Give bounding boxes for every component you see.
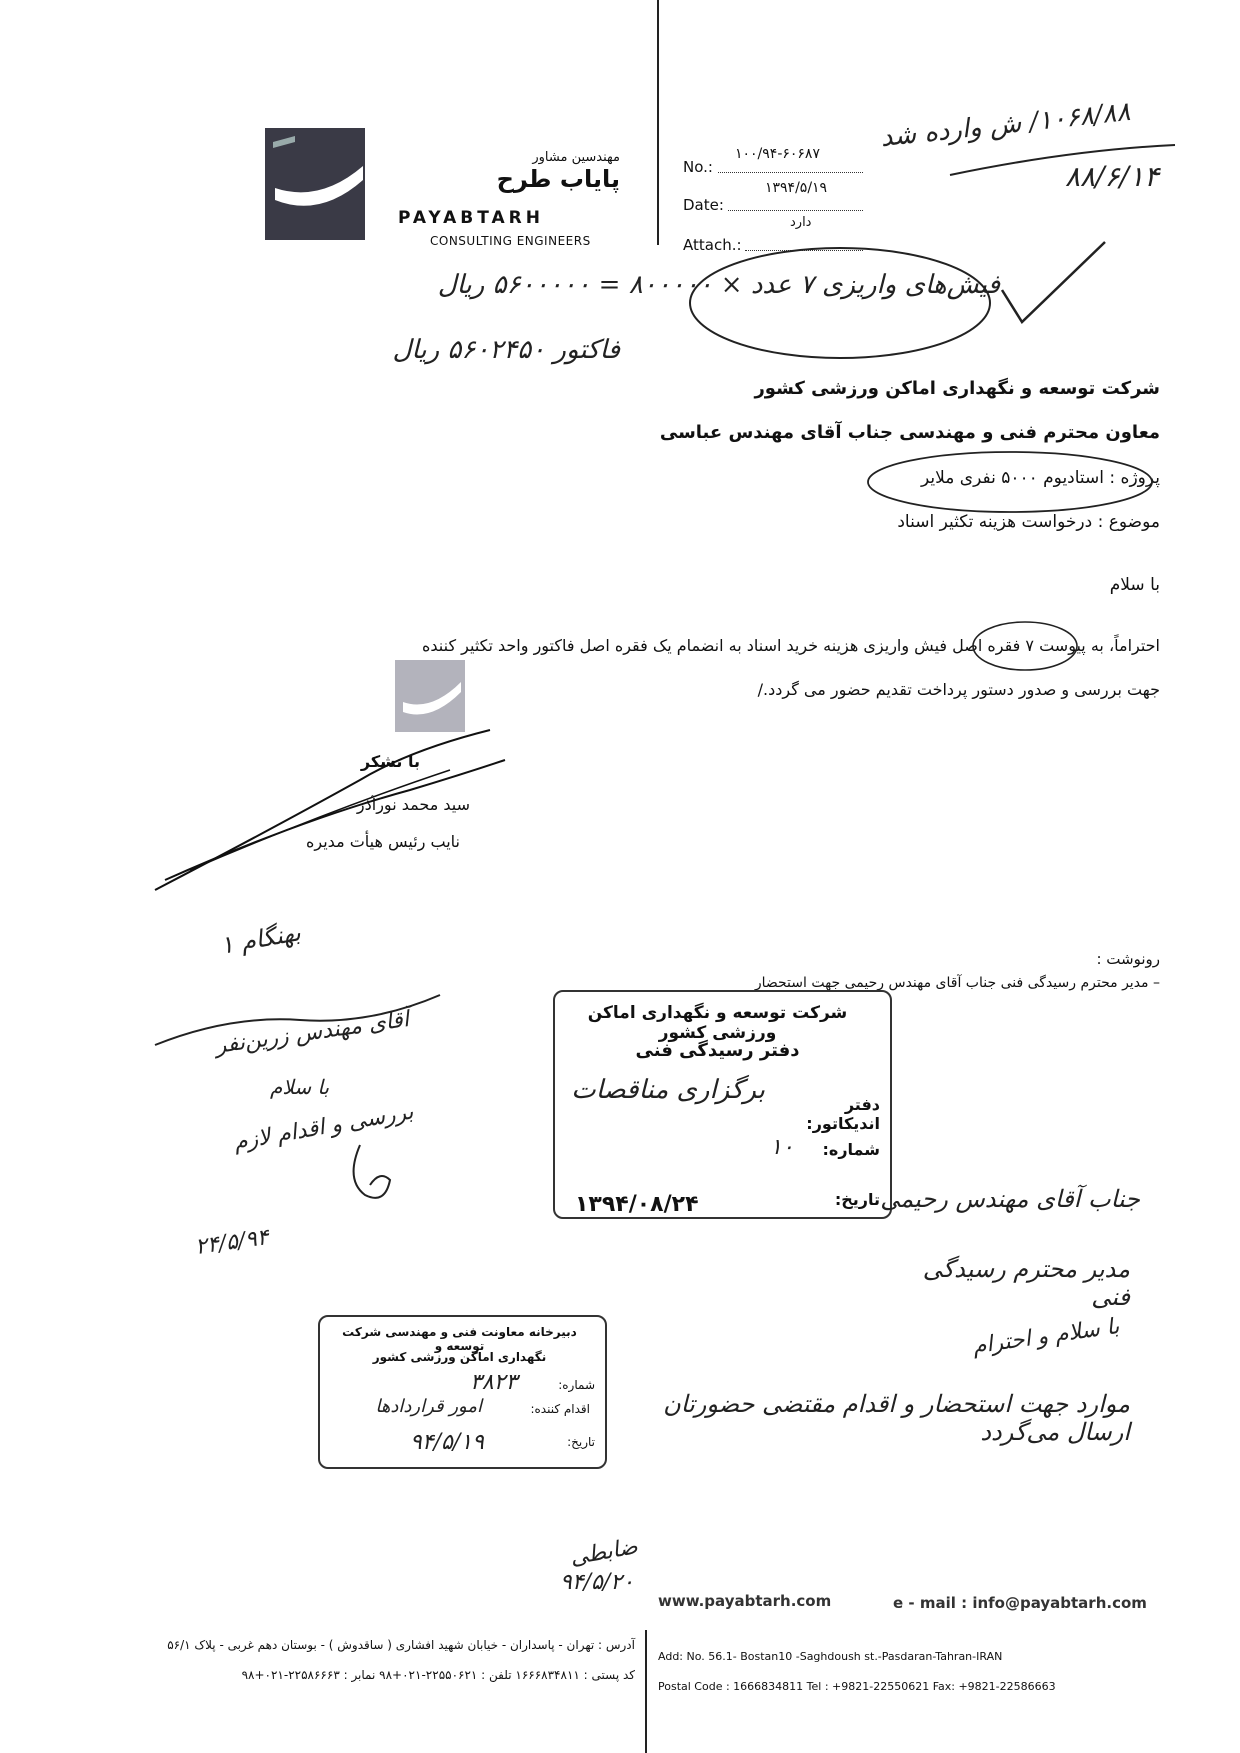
project-circle (865, 448, 1155, 518)
handwritten-left-line3: با سلام (270, 1075, 330, 1099)
ref-date-value: ۱۳۹۴/۵/۱۹ (765, 180, 828, 196)
company-logo (265, 128, 365, 240)
letter-recipient: شرکت توسعه و نگهداری اماکن ورزشی کشور (754, 378, 1160, 399)
secretariat-stamp-action-label: اقدام کننده: (530, 1402, 590, 1416)
handwritten-registry: ۱۰۶۸/۸۸/ ش وارده شد (879, 96, 1132, 154)
left-referral-stroke (150, 985, 450, 1065)
company-name-en: PAYABTARH (398, 208, 544, 228)
company-name-fa-small: مهندسین مشاور (532, 150, 620, 165)
secretariat-stamp-number-value: ۳۸۲۳ (470, 1370, 518, 1395)
handwritten-left-line4: بررسی و اقدام لازم (231, 1099, 416, 1156)
handwritten-right-line3: با سلام و احترام (971, 1313, 1121, 1360)
letter-subject: موضوع : درخواست هزینه تکثیر اسناد (897, 512, 1160, 532)
letter-recipient2: معاون محترم فنی و مهندسی جناب آقای مهندس عباسی (659, 422, 1160, 443)
margin-rule (657, 0, 659, 245)
handwritten-calc-line2: فاکتور ۵۶۰۲۴۵۰ ریال (392, 335, 620, 365)
secretariat-stamp-date-label: تاریخ: (567, 1435, 595, 1449)
checkmark-icon (1000, 240, 1110, 330)
ref-attach-label: Attach.: (683, 236, 742, 254)
handwritten-calc-line1: فیش‌های واریزی ۷ عدد × ۸۰۰۰۰۰ = ۵۶۰۰۰۰۰ ریال (437, 270, 1000, 300)
ref-number-line (718, 172, 863, 173)
letter-greeting: با سلام (1109, 575, 1160, 595)
calc-circle (685, 245, 995, 365)
handwritten-right-line2: مدیر محترم رسیدگی فنی (922, 1255, 1130, 1311)
handwritten-left-line2: آقای مهندس زرین‌نفر (213, 1007, 411, 1059)
margin-rule-bottom (645, 1630, 647, 1753)
footer-address-fa: آدرس : تهران - پاسداران - خیابان شهید افشاری ( ساقدوش ) - بوستان دهم غربی - پلاک ۵۶/۱ (167, 1638, 635, 1652)
received-stamp-line2: دفتر رسیدگی فنی (635, 1040, 800, 1061)
handwritten-left-date: ۲۴/۵/۹۴ (193, 1224, 271, 1261)
received-stamp-indicator-value: برگزاری مناقصات (571, 1075, 765, 1105)
letter-signer-title: نایب رئیس هیأت مدیره (306, 832, 460, 851)
footer-address-en: Add: No. 56.1- Bostan10 -Saghdoush st.-Pasdaran-Tahran-IRAN (658, 1650, 1003, 1663)
secretariat-stamp-line1: دبیرخانه معاونت فنی و مهندسی شرکت توسعه و (342, 1325, 577, 1353)
footer-email[interactable]: e - mail : info@payabtarh.com (893, 1594, 1147, 1612)
handwritten-right-line4: موارد جهت استحضار و اقدام مقتضی حضورتان ارسال می‌گردد (663, 1390, 1130, 1446)
ref-date-label: Date: (683, 196, 724, 214)
handwritten-bottom-date: ۹۴/۵/۲۰ (560, 1570, 634, 1595)
footer-website[interactable]: www.payabtarh.com (658, 1592, 832, 1610)
cc-line: – مدیر محترم رسیدگی فنی جناب آقای مهندس رحیمی جهت استحضار (754, 975, 1160, 991)
company-subtitle-en: CONSULTING ENGINEERS (430, 234, 591, 248)
ref-number-label: No.: (683, 158, 713, 176)
secretariat-stamp-number-label: شماره: (558, 1378, 595, 1392)
attachment-circle (970, 618, 1080, 678)
received-stamp-date-label: تاریخ: (834, 1190, 880, 1209)
ref-attach-value: دارد (790, 215, 812, 230)
secretariat-stamp-line2: نگهداری اماکن ورزشی کشور (372, 1350, 547, 1364)
letter-body-line1: احتراماً، به پیوست ۷ فقره اصل فیش واریزی هزینه خرید اسناد به انضمام یک فقره اصل فاکتور واحد تکثیر کننده (422, 636, 1160, 655)
ref-number-value: ۱۰۰/۹۴-۶۰۶۸۷ (735, 146, 820, 162)
footer-contact-en: Postal Code : 1666834811 Tel : +9821-22550621 Fax: +9821-22586663 (658, 1680, 1056, 1693)
letter-project: پروژه : استادیوم ۵۰۰۰ نفری ملایر (921, 468, 1160, 488)
received-stamp-number-value: ۱۰ (770, 1135, 794, 1160)
handwritten-left-line1: بهنگام ۱ (218, 918, 303, 960)
secretariat-stamp-date-value: ۹۴/۵/۱۹ (410, 1430, 484, 1455)
letter-closing: با تشکر (360, 752, 420, 771)
cc-label: رونوشت : (1096, 950, 1160, 968)
secretariat-stamp-action-value: امور قراردادها (375, 1396, 482, 1417)
handwritten-right-line1: جناب آقای مهندس رحیمی (880, 1185, 1140, 1213)
company-name-fa: پایاب طرح (496, 165, 620, 193)
received-stamp-date-value: ۱۳۹۴/۰۸/۲۴ (575, 1192, 699, 1217)
letter-body-line2: جهت بررسی و صدور دستور پرداخت تقدیم حضور می گردد./ (757, 680, 1160, 699)
received-stamp-indicator-label: دفتر اندیکاتور: (806, 1095, 880, 1133)
signature-scribble (150, 720, 510, 900)
received-stamp-number-label: شماره: (822, 1140, 880, 1159)
ref-date-line (728, 210, 863, 211)
left-signature-scribble (340, 1140, 400, 1210)
handwritten-registry-date: ۸۸/۶/۱۴ (1065, 160, 1160, 193)
footer-contact-fa: کد پستی : ۱۶۶۶۸۳۴۸۱۱ تلفن : ۲۲۵۵۰۶۲۱-۰۲۱+۹۸ نمابر : ۲۲۵۸۶۶۶۳-۰۲۱+۹۸ (241, 1668, 635, 1682)
registry-underline (950, 140, 1180, 180)
received-stamp-line1: شرکت توسعه و نگهداری اماکن ورزشی کشور (587, 1003, 848, 1043)
handwritten-bottom-signature: ضابطی (568, 1534, 640, 1571)
letter-signer-name: سید محمد نورآذر (356, 795, 470, 814)
